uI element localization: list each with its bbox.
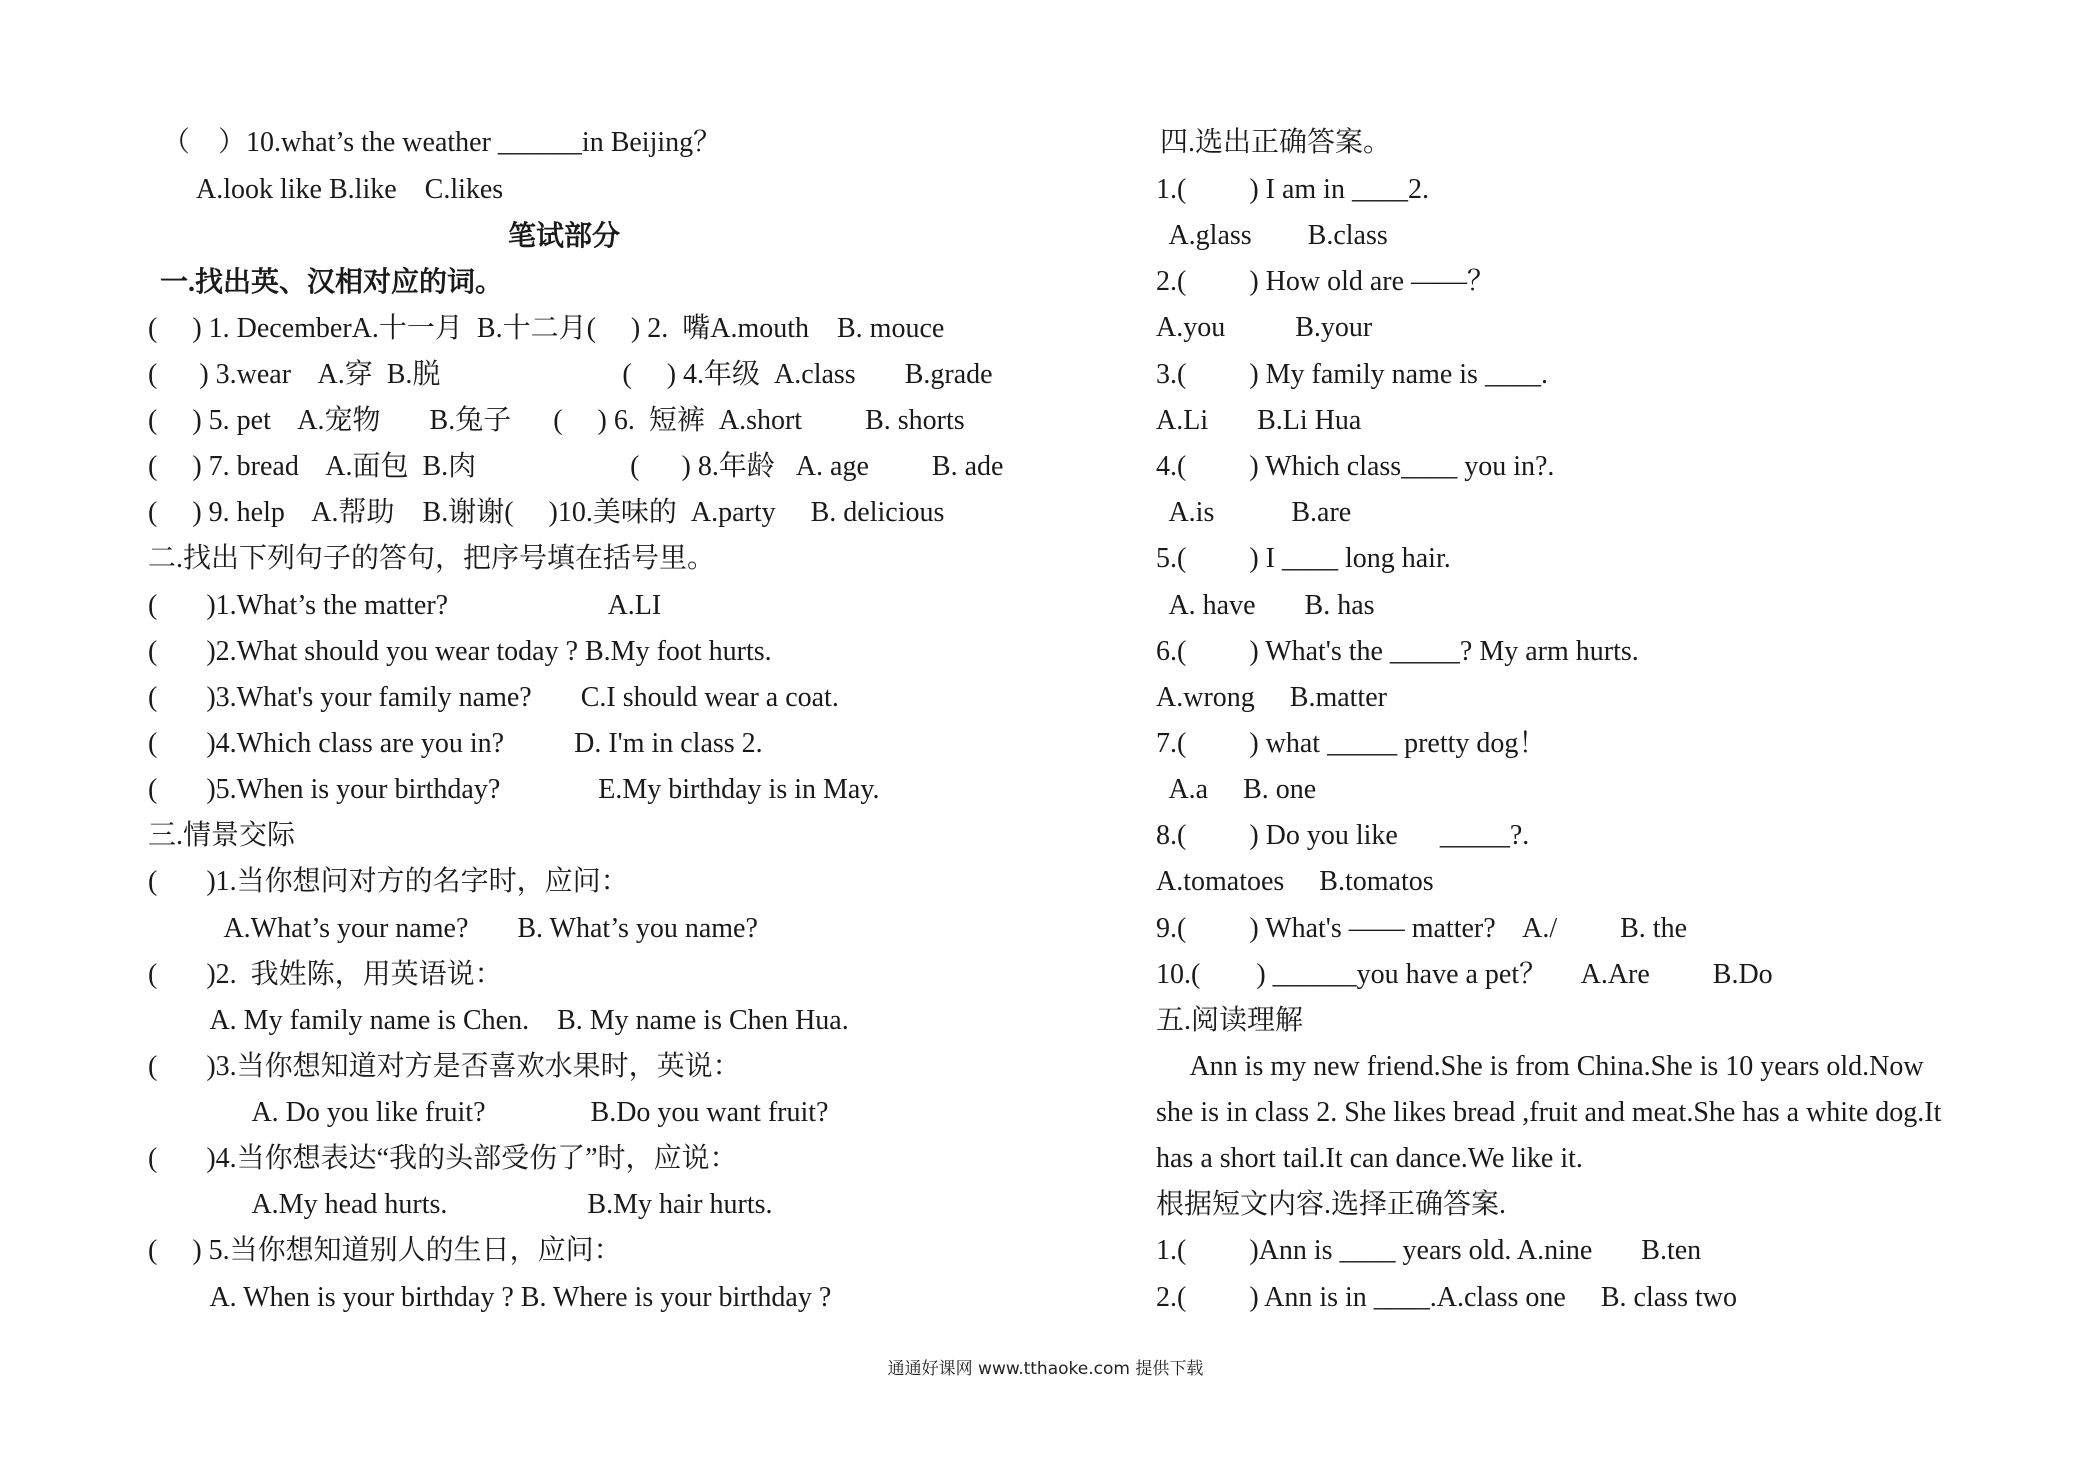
part4-row: 6.( ) What's the _____? My arm hurts. [1156, 636, 1639, 667]
part4-row: A.is B.are [1156, 497, 1352, 528]
part3-row: ( )2. 我姓陈，用英语说： [148, 959, 503, 990]
part3-row: A. Do you like fruit? B.Do you want fruit? [176, 1097, 829, 1128]
part4-row: A.wrong B.matter [1156, 682, 1387, 713]
passage-line: Ann is my new friend.She is from China.She is 10 years old.Now [1156, 1051, 1924, 1082]
part3-row: A. When is your birthday ? B. Where is your birthday ? [176, 1282, 832, 1313]
part3-row: A. My family name is Chen. B. My name is Chen Hua. [176, 1005, 849, 1036]
part1-row: ( ) 3.wear A.穿 B.脱 ( ) 4.年级 A.class B.grade [148, 359, 993, 390]
part4-row: A.Li B.Li Hua [1156, 405, 1362, 436]
part4-row: 5.( ) I ____ long hair. [1156, 543, 1451, 574]
page-footer: 通通好课网 www.tthaoke.com 提供下载 [887, 1359, 1204, 1379]
part3-row: ( )1.当你想问对方的名字时，应问： [148, 866, 629, 897]
part4-row: 8.( ) Do you like _____?. [1156, 820, 1530, 851]
part3-row: A.My head hurts. B.My hair hurts. [176, 1189, 773, 1220]
part2-row: ( )3.What's your family name? C.I should wear a coat. [148, 682, 839, 713]
part4-heading: 四.选出正确答案。 [1160, 127, 1392, 158]
part4-row: 1.( ) I am in ____2. [1156, 174, 1429, 205]
part3-row: ( )4.当你想表达“我的头部受伤了”时，应说： [148, 1143, 738, 1174]
part3-heading: 三.情景交际 [148, 820, 296, 851]
part4-row: A.you B.your [1156, 312, 1373, 343]
section-title: 笔试部分 [508, 221, 621, 252]
part4-row: 3.( ) My family name is ____. [1156, 359, 1548, 390]
reading-instruction: 根据短文内容.选择正确答案. [1156, 1189, 1507, 1220]
reading-question: 2.( ) Ann is in ____.A.class one B. class two [1156, 1282, 1737, 1313]
part5-heading: 五.阅读理解 [1156, 1005, 1304, 1036]
question-10-options: A.look like B.like C.likes [196, 174, 504, 205]
part4-row: A.tomatoes B.tomatos [1156, 866, 1434, 897]
passage-line: she is in class 2. She likes bread ,fruit and meat.She has a white dog.It [1156, 1097, 1942, 1128]
part3-row: ( ) 5.当你想知道别人的生日，应问： [148, 1235, 622, 1266]
passage-line: has a short tail.It can dance.We like it. [1156, 1143, 1583, 1174]
part2-row: ( )1.What’s the matter? A.LI [148, 590, 662, 621]
part1-row: ( ) 5. pet A.宠物 B.兔子 ( ) 6. 短裤 A.short B. shorts [148, 405, 965, 436]
part4-row: A.a B. one [1156, 774, 1317, 805]
part4-row: A.glass B.class [1156, 220, 1388, 251]
part4-row: 2.( ) How old are ——？ [1156, 266, 1496, 297]
part2-row: ( )4.Which class are you in? D. I'm in class 2. [148, 728, 763, 759]
reading-question: 1.( )Ann is ____ years old. A.nine B.ten [1156, 1235, 1702, 1266]
part4-row: 9.( ) What's —— matter? A./ B. the [1156, 913, 1688, 944]
part4-row: A. have B. has [1156, 590, 1375, 621]
part1-row: ( ) 9. help A.帮助 B.谢谢( )10.美味的 A.party B. delicious [148, 497, 945, 528]
part3-row: ( )3.当你想知道对方是否喜欢水果时，英说： [148, 1051, 741, 1082]
question-10: （ ）10.what’s the weather ______in Beijing？ [162, 127, 722, 158]
part3-row: A.What’s your name? B. What’s you name? [176, 913, 758, 944]
part4-row: 7.( ) what _____ pretty dog！ [1156, 728, 1547, 759]
part2-heading: 二.找出下列句子的答句，把序号填在括号里。 [148, 543, 716, 574]
part1-row: ( ) 1. DecemberA.十一月 B.十二月( ) 2. 嘴A.mouth B. mouce [148, 313, 945, 344]
part2-row: ( )5.When is your birthday? E.My birthday is in May. [148, 774, 880, 805]
part4-row: 10.( ) ______you have a pet？ A.Are B.Do [1156, 959, 1773, 990]
part2-row: ( )2.What should you wear today ? B.My foot hurts. [148, 636, 772, 667]
part4-row: 4.( ) Which class____ you in?. [1156, 451, 1555, 482]
part1-row: ( ) 7. bread A.面包 B.肉 ( ) 8.年龄 A. age B. ade [148, 451, 1004, 482]
part1-heading: 一.找出英、汉相对应的词。 [160, 267, 504, 298]
